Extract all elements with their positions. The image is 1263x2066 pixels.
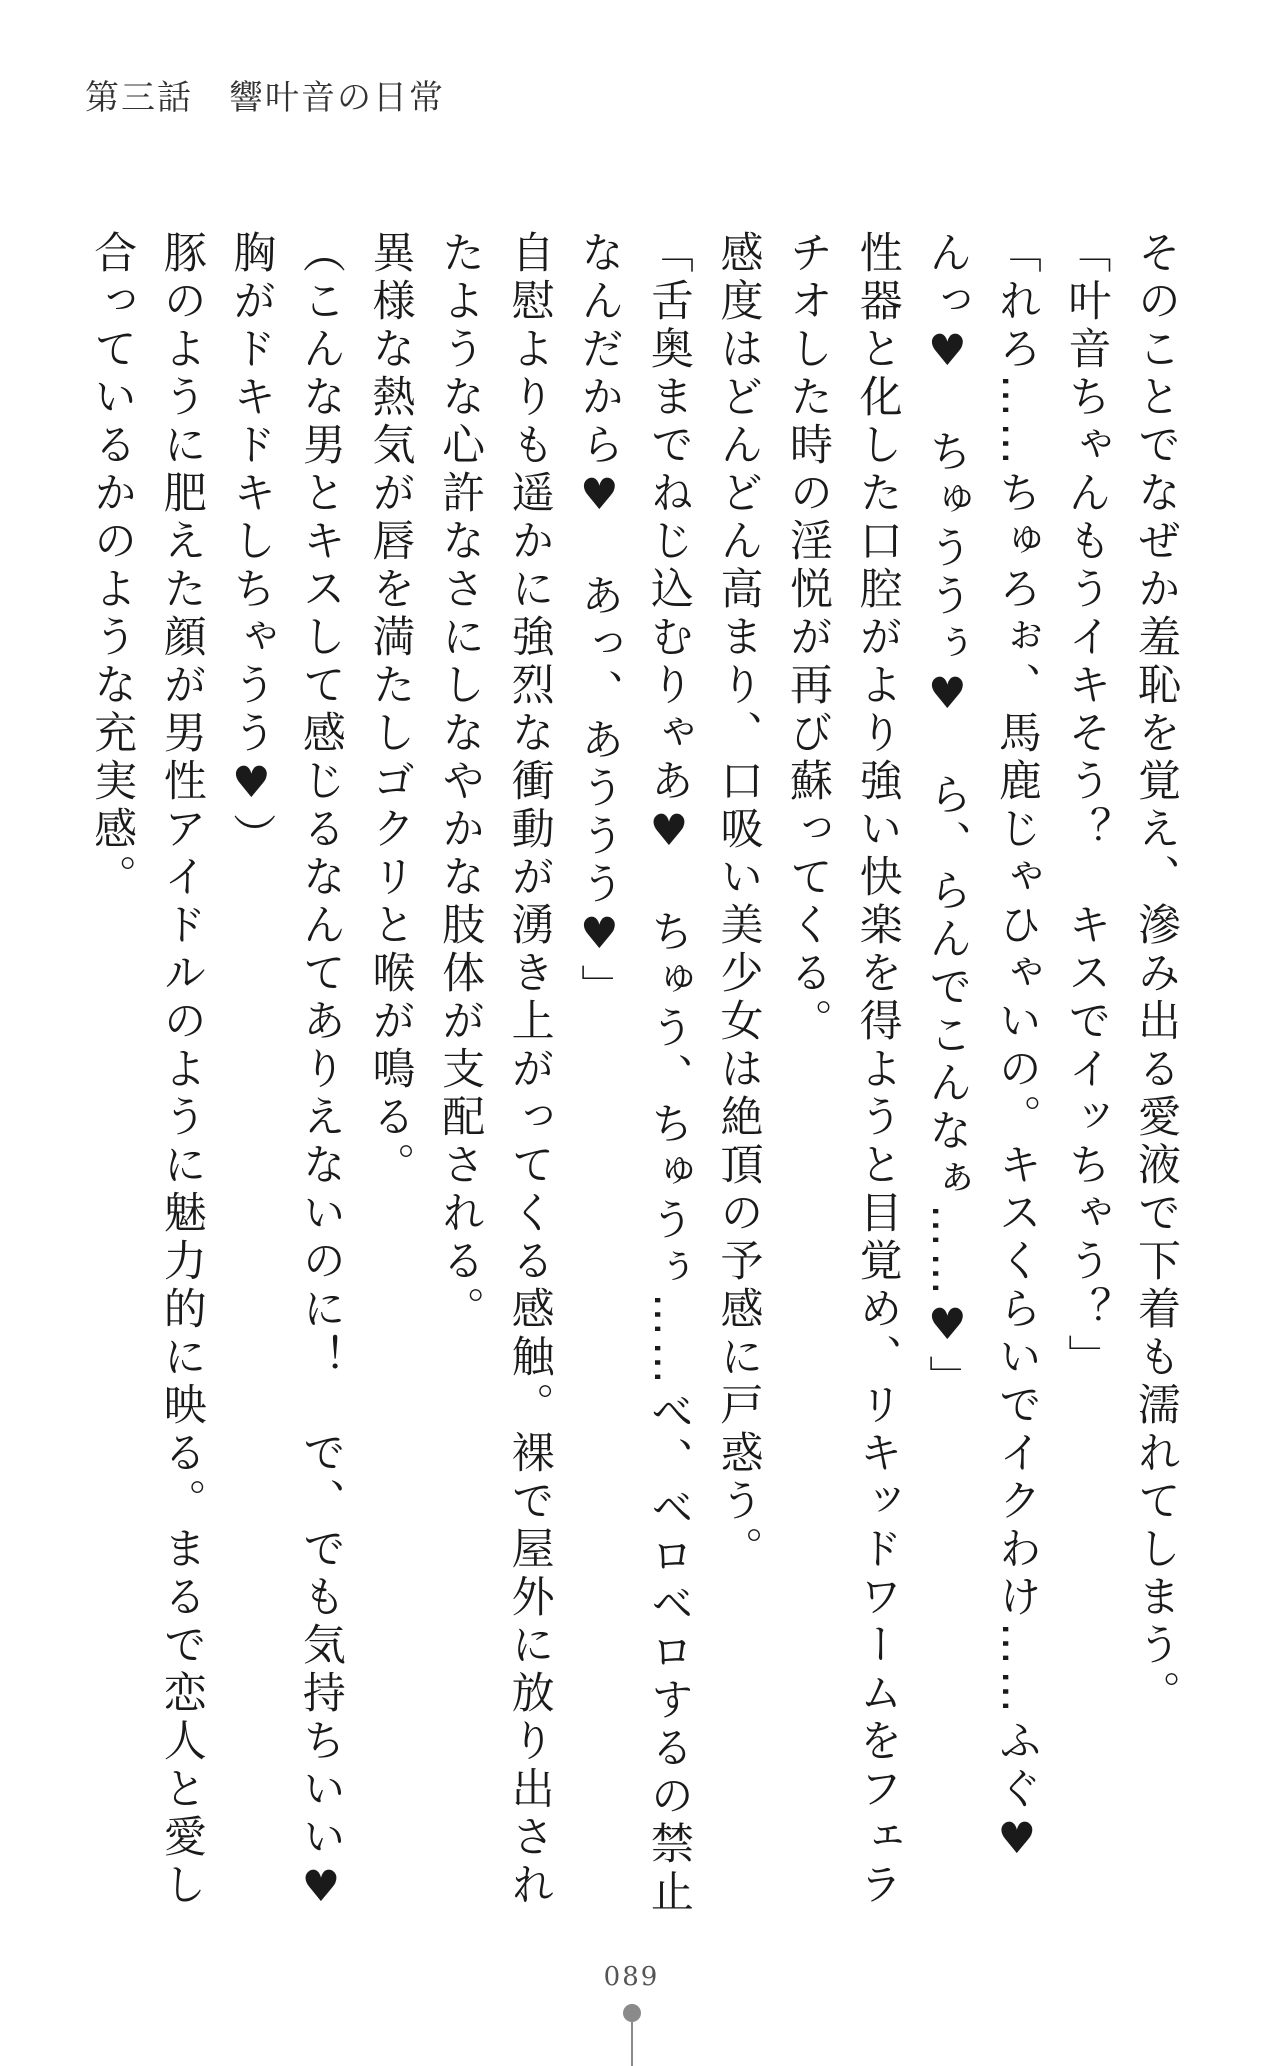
- page-number: 089: [603, 1962, 660, 1992]
- page-marker: [631, 2004, 633, 2066]
- body-paragraph: 異様な熱気が唇を満たしゴクリと喉が鳴る。: [365, 230, 416, 1190]
- body-paragraph: 性器と化した口腔がより強い快楽を得ようと目覚め、リキッドワームをフェラチオした時の淫悦が再び蘇ってくる。: [783, 230, 903, 1910]
- body-paragraph: 「叶音ちゃんもうイキそう？ キスでイッちゃう？」: [1061, 230, 1112, 1382]
- body-paragraph: そのことでなぜか羞恥を覚え、滲み出る愛液で下着も濡れてしまう。: [1131, 230, 1181, 1718]
- body-text: [80, 230, 1190, 1965]
- body-paragraph: 「舌奥までねじ込むりゃあ♥ ちゅう、ちゅうぅ……べ、ベロベロするの禁止なんだから♥ あっ、あううう♥」: [574, 230, 694, 1917]
- body-paragraph: 自慰よりも遥かに強烈な衝動が湧き上がってくる感触。裸で屋外に放り出されたような心許なさにしなやかな肢体が支配される。: [435, 230, 555, 1910]
- body-paragraph: 豚のように肥えた顔が男性アイドルのように魅力的に映る。まるで恋人と愛し合っているかのような充実感。: [87, 230, 207, 1910]
- running-head: 第三話 響叶音の日常: [85, 78, 445, 118]
- body-paragraph: （こんな男とキスして感じるなんてありえないのに！ で、でも気持ちいい♥ 胸がドキドキしちゃうう♥）: [226, 230, 346, 1965]
- page-marker-line: [631, 2020, 633, 2066]
- body-paragraph: 感度はどんどん高まり、口吸い美少女は絶頂の予感に戸惑う。: [713, 230, 764, 1574]
- body-paragraph: 「れろ……ちゅろぉ、馬鹿じゃひゃいの。キスくらいでイクわけ……ふぐ♥ んっ♥ ちゅううぅ♥ ら、らんでこんなぁ……♥」: [922, 230, 1042, 1917]
